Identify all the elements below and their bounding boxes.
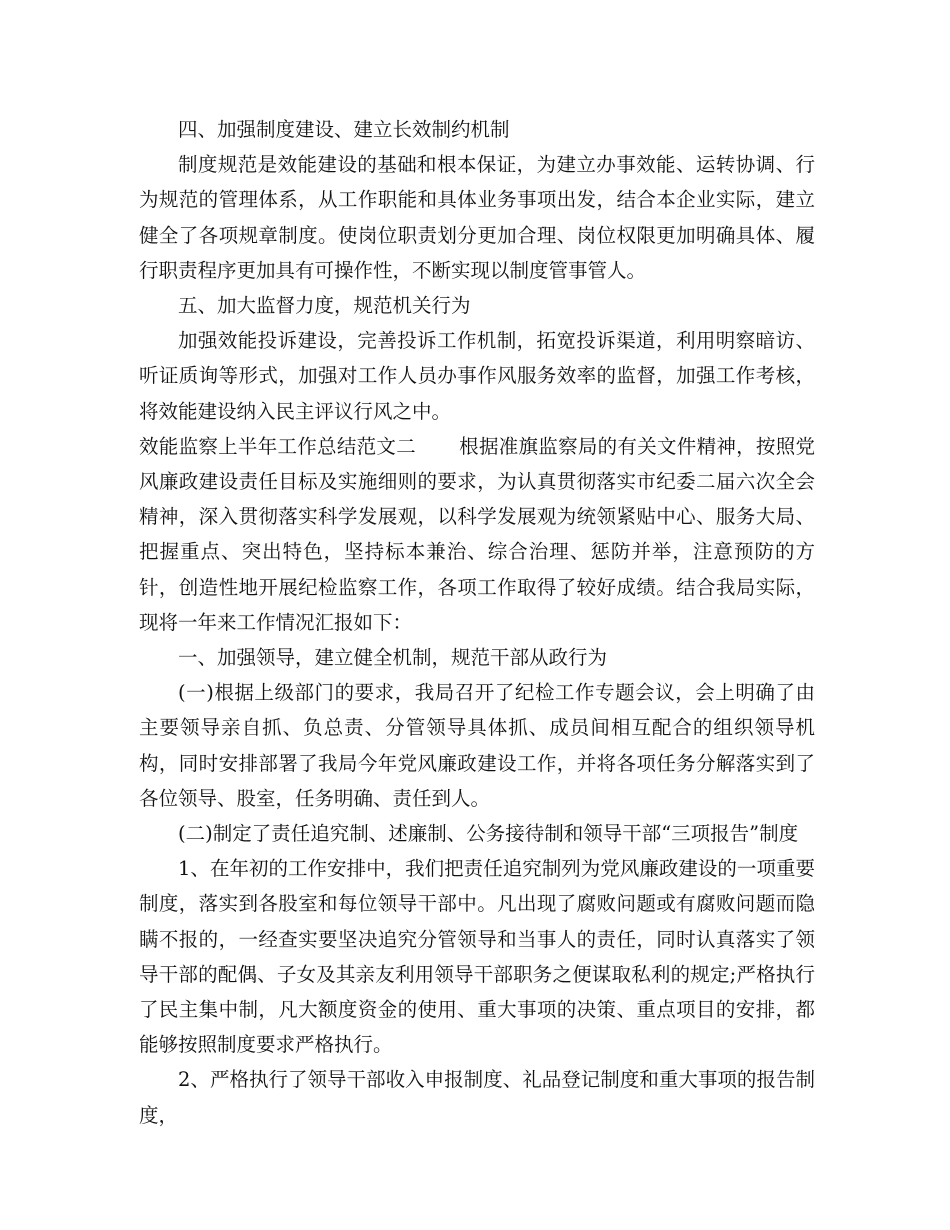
paragraph-section-4-body: 制度规范是效能建设的基础和根本保证，为建立办事效能、运转协调、行为规范的管理体系，从工作职能和具体业务事项出发，结合本企业实际，建立健全了各项规章制度。使岗位职责划分更加合理、岗位权限更加明确具体、履行职责程序更加具有可操作性，不断实现以制度管事管人。 <box>139 153 815 282</box>
section-title: 效能监察上半年工作总结范文二 <box>139 434 416 458</box>
paragraph-report-intro <box>139 429 815 640</box>
heading-part-1: 一、加强领导，建立健全机制，规范干部从政行为 <box>178 646 608 670</box>
section-intro-text: 根据准旗监察局的有关文件精神，按照党风廉政建设责任目标及实施细则的要求，为认真贯彻落实市纪委二届六次全会精神，深入贯彻落实科学发展观，以科学发展观为统领紧贴中心、服务大局、把握重点、突出特色，坚持标本兼治、综合治理、惩防并举，注意预防的方针，创造性地开展纪检监察工作，各项工作取得了较好成绩。结合我局实际，现将一年来工作情况汇报如下： <box>139 434 815 634</box>
paragraph-item-1-1: (一)根据上级部门的要求，我局召开了纪检工作专题会议，会上明确了由主要领导亲自抓、负总责、分管领导具体抓、成员间相互配合的组织领导机构，同时安排部署了我局今年党风廉政建设工作，并将各项任务分解落实到了各位领导、股室，任务明确、责任到人。 <box>139 681 815 810</box>
heading-section-4: 四、加强制度建设、建立长效制约机制 <box>178 118 510 141</box>
heading-section-5: 五、加大监督力度，规范机关行为 <box>178 294 471 318</box>
paragraph-item-1-2: (二)制定了责任追究制、述廉制、公务接待制和领导干部“三项报告”制度 <box>178 822 799 846</box>
paragraph-section-5-body: 加强效能投诉建设，完善投诉工作机制，拓宽投诉渠道，利用明察暗访、听证质询等形式，加强对工作人员办事作风服务效率的监督，加强工作考核，将效能建设纳入民主评议行风之中。 <box>139 329 815 423</box>
paragraph-item-1-2-2: 2、严格执行了领导干部收入申报制度、礼品登记制度和重大事项的报告制度， <box>139 1068 815 1127</box>
paragraph-item-1-2-1: 1、在年初的工作安排中，我们把责任追究制列为党风廉政建设的一项重要制度，落实到各股室和每位领导干部中。凡出现了腐败问题或有腐败问题而隐瞒不报的，一经查实要坚决追究分管领导和当事人的责任，同时认真落实了领导干部的配偶、子女及其亲友利用领导干部职务之便谋取私利的规定;严格执行了民主集中制，凡大额度资金的使用、重大事项的决策、重点项目的安排，都能够按照制度要求严格执行。 <box>139 857 815 1057</box>
document-body <box>139 112 815 1133</box>
